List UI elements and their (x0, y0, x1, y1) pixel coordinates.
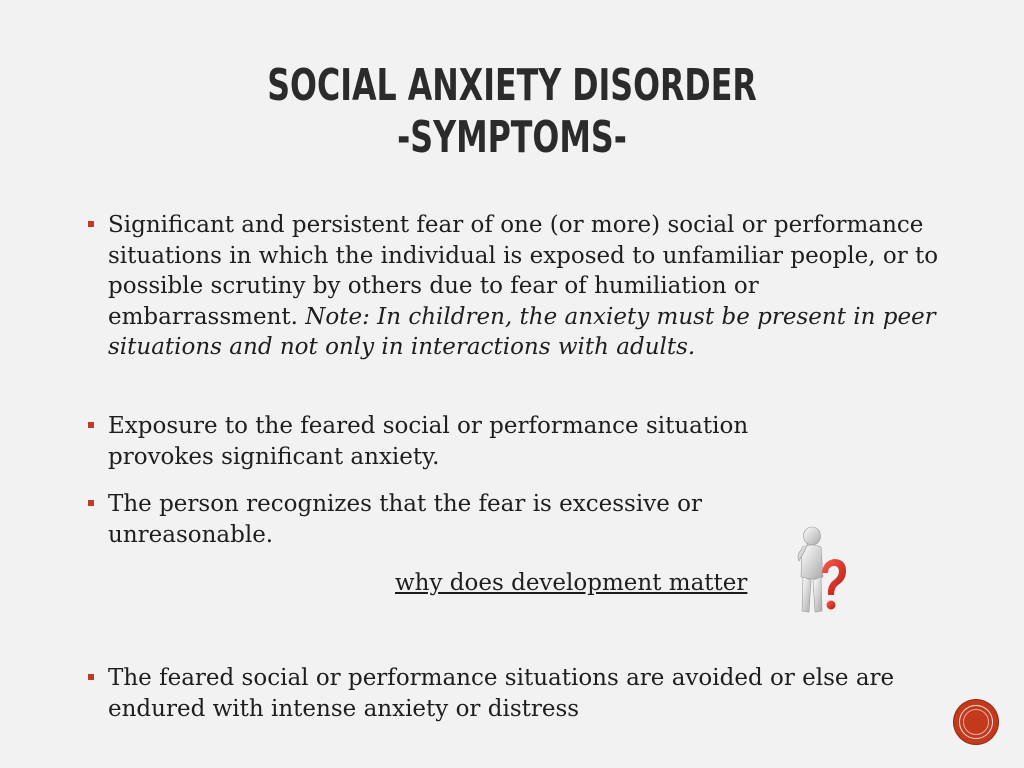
bullet-note: Note: In children, the anxiety must be present in peer situations and not only in interactions with adults. (108, 303, 936, 360)
nav-circle-button[interactable] (954, 700, 998, 744)
bullet-text: The person recognizes that the fear is excessive or unreasonable. (108, 491, 702, 548)
development-link[interactable]: why does development matter (395, 570, 748, 596)
slide-title (143, 60, 880, 164)
bullet-item (84, 489, 808, 550)
bullet-text: Exposure to the feared social or performance situation provokes significant anxiety. (108, 413, 749, 470)
title-line-2: -SYMPTOMS- (397, 112, 627, 163)
bullet-marker-icon (88, 221, 94, 227)
bullet-text: The feared social or performance situations are avoided or else are endured with intense anxiety or distress (108, 665, 895, 722)
bullet-text: Significant and persistent fear of one (or more) social or performance situations in which the individual is exposed to unfamiliar people, or to possible scrutiny by others due to fear of humiliation or embarrassment. (108, 212, 939, 330)
bullet-marker-icon (88, 422, 94, 428)
bullet-item (84, 210, 954, 363)
thinking-person-question-mark-icon (790, 525, 850, 620)
title-line-1: SOCIAL ANXIETY DISORDER (267, 60, 757, 111)
bullet-marker-icon (88, 500, 94, 506)
bullet-item (84, 411, 848, 472)
bullet-marker-icon (88, 674, 94, 680)
bullet-item (84, 663, 958, 724)
